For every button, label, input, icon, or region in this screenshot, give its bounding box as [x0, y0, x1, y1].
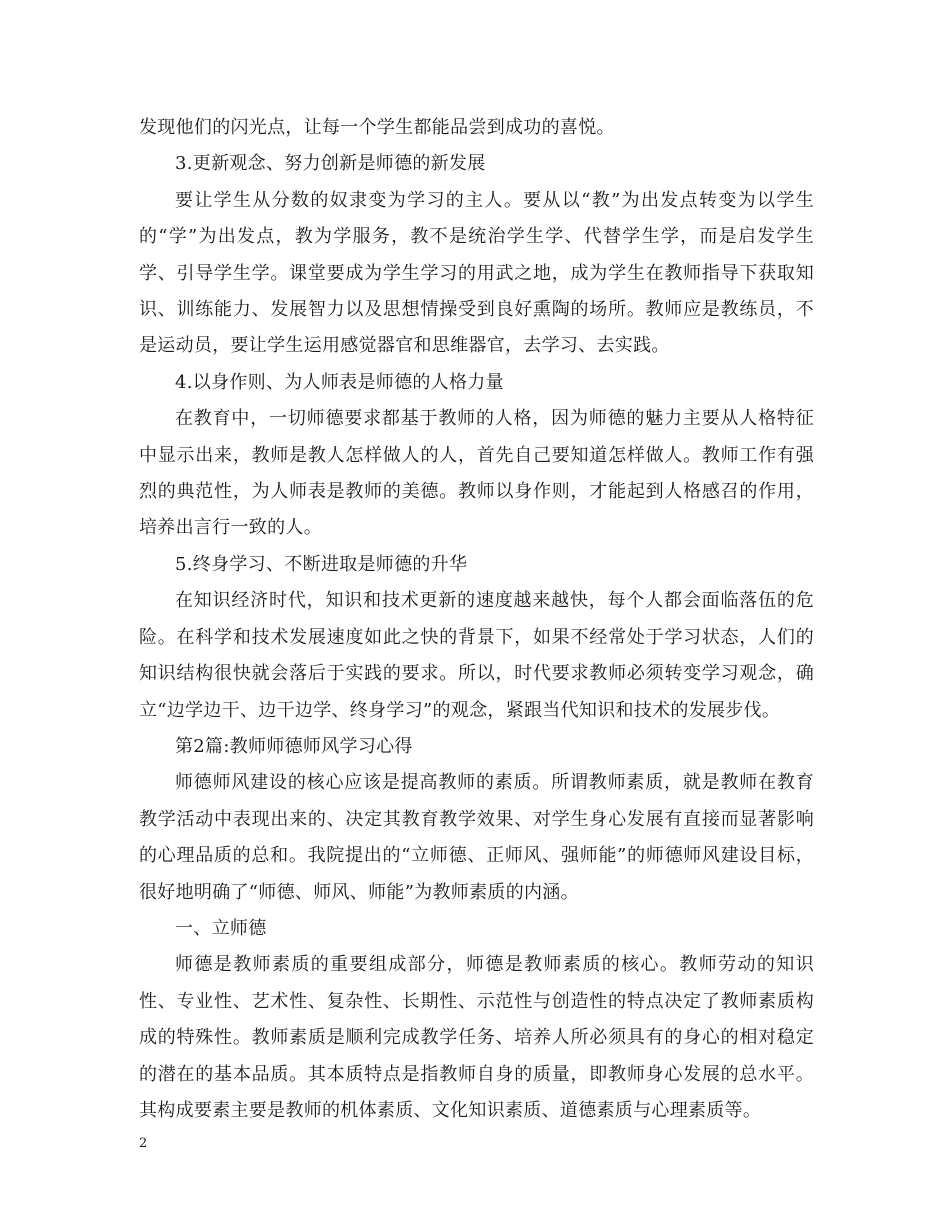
- paragraph-continuation: 发现他们的闪光点，让每一个学生都能品尝到成功的喜悦。: [139, 117, 615, 138]
- paragraph-body: 师德师风建设的核心应该是提高教师的素质。所谓教师素质，就是教师在教育教学活动中表现出来的、决定其教育教学效果、对学生身心发展有直接而显著影响的心理品质的总和。我院提出的“立师德、正师风、强师能”的师德师风建设目标，很好地明确了“师德、师风、师能”为教师素质的内涵。: [139, 772, 814, 903]
- section-heading-5: 5.终身学习、不断进取是师德的升华: [175, 553, 468, 575]
- paragraph-body: 在教育中，一切师德要求都基于教师的人格，因为师德的魅力主要从人格特征中显示出来，教师是教人怎样做人的人，首先自己要知道怎样做人。教师工作有强烈的典范性，为人师表是教师的美德。教师以身作则，才能起到人格感召的作用，培养出言行一致的人。: [139, 408, 814, 539]
- paragraph-body: 师德是教师素质的重要组成部分，师德是教师素质的核心。教师劳动的知识性、专业性、艺术性、复杂性、长期性、示范性与创造性的特点决定了教师素质构成的特殊性。教师素质是顺利完成教学任务、培养人所必须具有的身心的相对稳定的潜在的基本品质。其本质特点是指教师自身的质量，即教师身心发展的总水平。其构成要素主要是教师的机体素质、文化知识素质、道德素质与心理素质等。: [139, 954, 814, 1121]
- paragraph-body: 要让学生从分数的奴隶变为学习的主人。要从以“教”为出发点转变为以学生的“学”为出发点，教为学服务，教不是统治学生学、代替学生学，而是启发学生学、引导学生学。课堂要成为学生学习的用武之地，成为学生在教师指导下获取知识、训练能力、发展智力以及思想情操受到良好熏陶的场所。教师应是教练员，不是运动员，要让学生运用感觉器官和思维器官，去学习、去实践。: [139, 189, 814, 357]
- section-heading-li-shide: 一、立师德: [175, 917, 267, 939]
- page-number: 2: [139, 1136, 148, 1151]
- paragraph-body: 在知识经济时代，知识和技术更新的速度越来越快，每个人都会面临落伍的危险。在科学和技术发展速度如此之快的背景下，如果不经常处于学习状态，人们的知识结构很快就会落后于实践的要求。所以，时代要求教师必须转变学习观念，确立“边学边干、边干边学、终身学习”的观念，紧跟当代知识和技术的发展步伐。: [139, 590, 814, 721]
- document-body: [139, 110, 814, 1129]
- section-heading-3: 3.更新观念、努力创新是师德的新发展: [175, 153, 486, 175]
- section-heading-4: 4.以身作则、为人师表是师德的人格力量: [175, 371, 504, 393]
- article-title-2: 第2篇:教师师德师风学习心得: [175, 735, 413, 757]
